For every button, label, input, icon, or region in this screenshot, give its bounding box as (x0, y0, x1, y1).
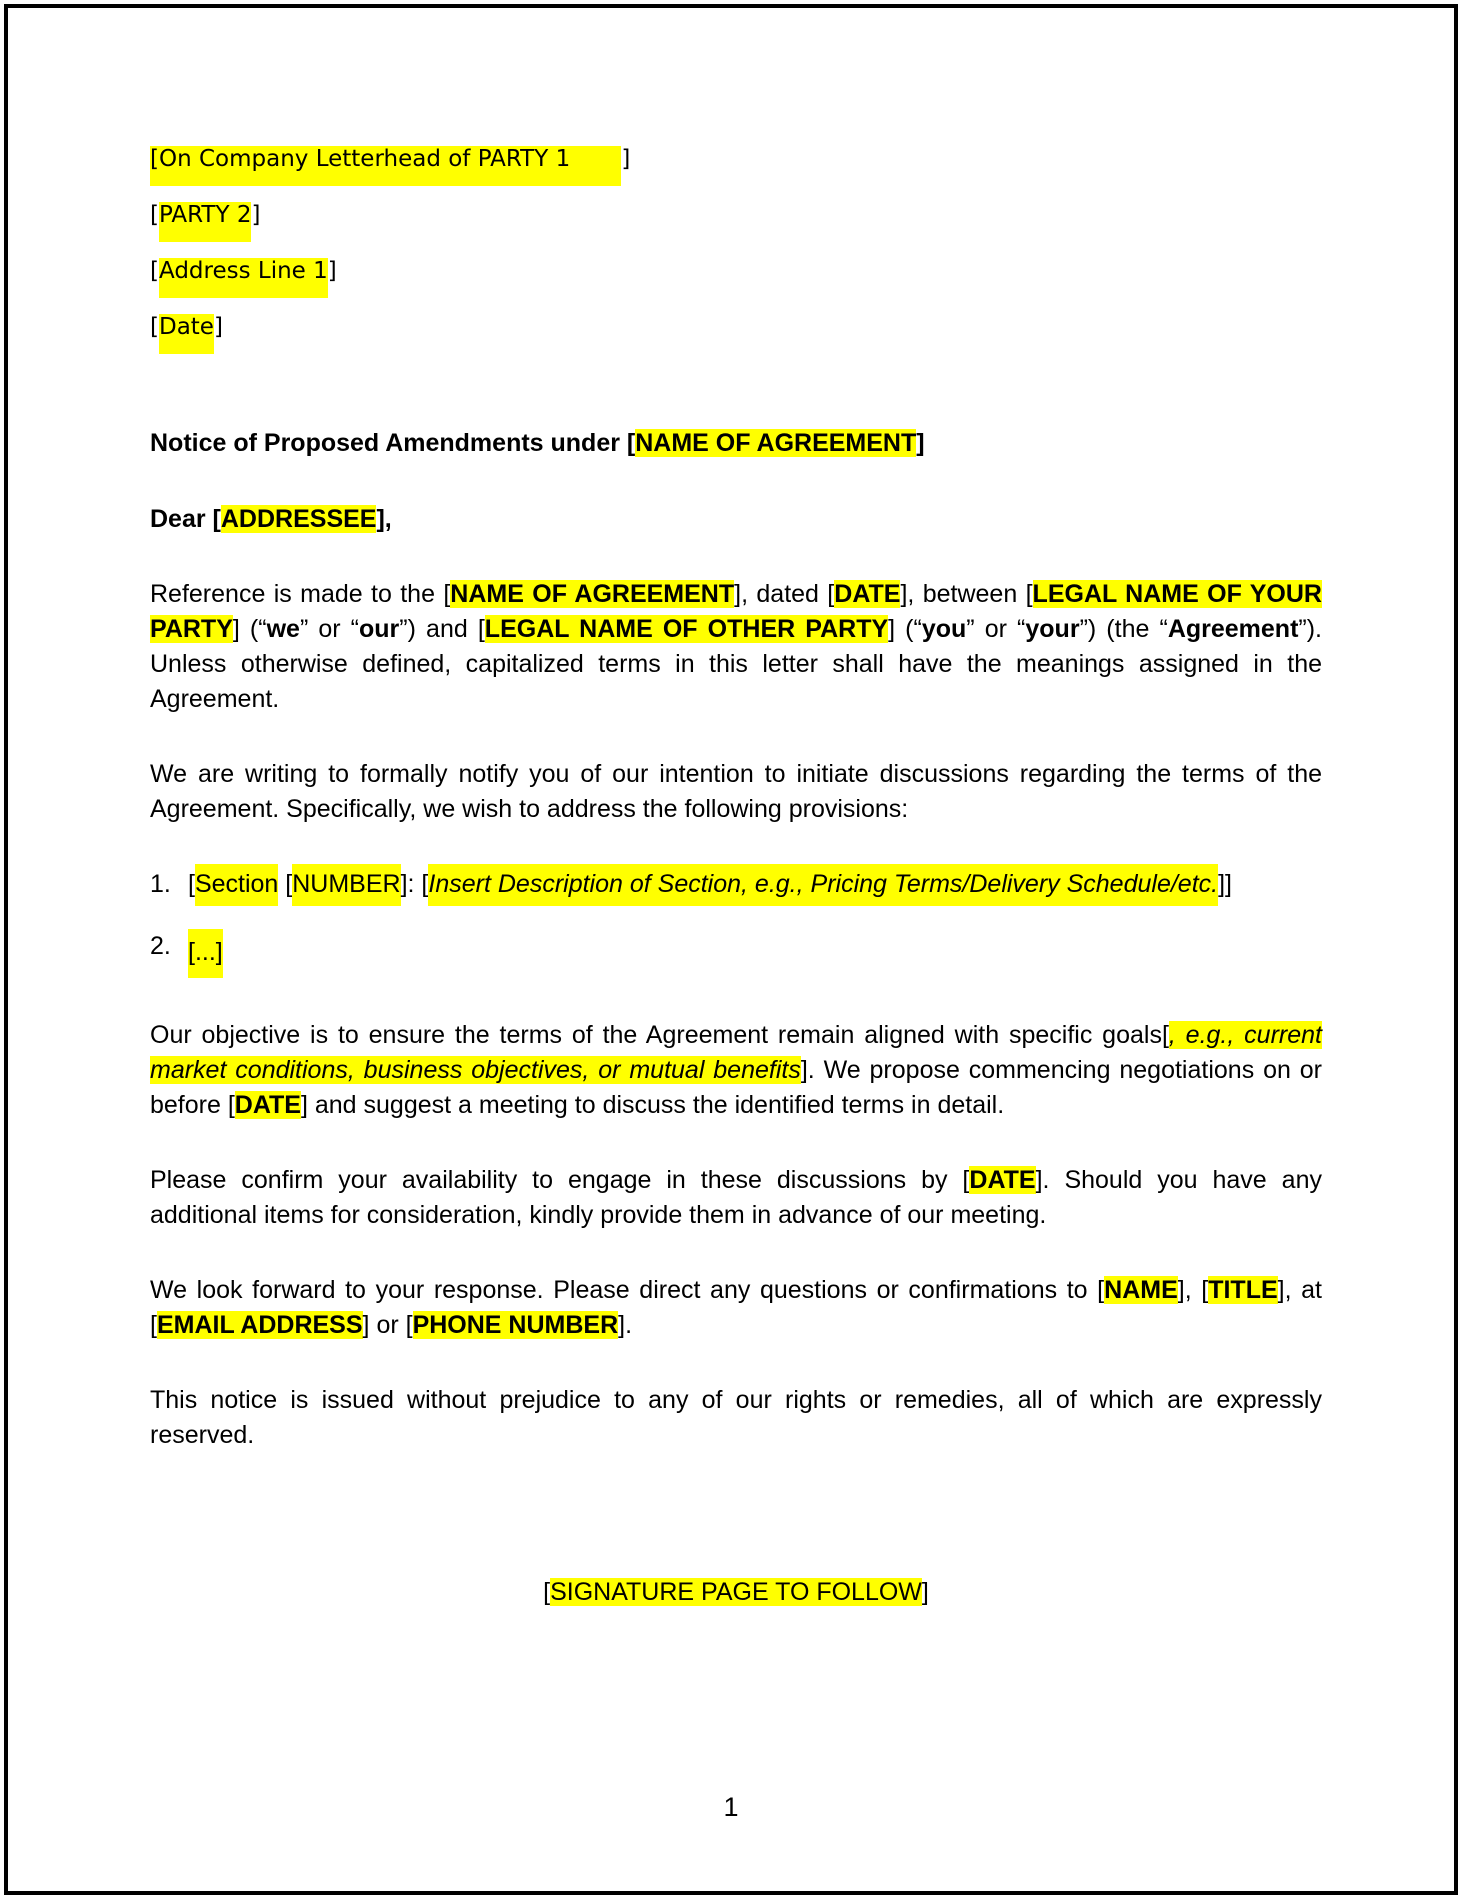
goals-examples-placeholder: , e.g., current market conditions, business objectives, or mutual benefits (150, 1021, 1322, 1084)
agreement-name-placeholder: NAME OF AGREEMENT (450, 580, 735, 608)
provisions-list (150, 867, 1322, 978)
signature-notice: [SIGNATURE PAGE TO FOLLOW] (543, 1578, 929, 1606)
address-placeholder: Address Line 1 (159, 258, 328, 298)
defined-term-you: you (921, 615, 967, 643)
contact-name-placeholder: NAME (1104, 1276, 1178, 1304)
agreement-date-placeholder: DATE (834, 580, 901, 608)
confirm-date-placeholder: DATE (969, 1166, 1036, 1194)
address-line: [Address Line 1] (150, 256, 1322, 286)
contact-paragraph: We look forward to your response. Please direct any questions or confirmations to [NAME], [TITLE], at [EMAIL ADDRESS] or [PHONE NUMBER]. (150, 1276, 1322, 1339)
document-page (4, 4, 1458, 1895)
letterhead-placeholder: On Company Letterhead of PARTY 1 (158, 146, 571, 172)
title-agreement-placeholder: NAME OF AGREEMENT (635, 429, 917, 457)
section-placeholder: Section (195, 864, 278, 906)
email-placeholder: EMAIL ADDRESS (156, 1311, 363, 1339)
list-item (150, 929, 1322, 978)
objective-paragraph: Our objective is to ensure the terms of the Agreement remain aligned with specific goals[, e.g., current market conditions, business objectives, or mutual benefits]. We propose commencing negotiations on or before [DATE] and suggest a meeting to discuss the identified terms in detail. (150, 1021, 1322, 1119)
availability-paragraph: Please confirm your availability to engage in these discussions by [DATE]. Should you have any additional items for consideration, kindly provide them in advance of our meeting. (150, 1166, 1322, 1229)
list-number: 1. (150, 870, 171, 898)
date-line: [Date] (150, 312, 1322, 342)
section-description-placeholder: Insert Description of Section, e.g., Pricing Terms/Delivery Schedule/etc. (428, 864, 1218, 906)
salutation: Dear [ADDRESSEE], (150, 505, 392, 533)
addressee-placeholder: ADDRESSEE (220, 505, 377, 533)
phone-placeholder: PHONE NUMBER (412, 1311, 619, 1339)
contact-title-placeholder: TITLE (1208, 1276, 1278, 1304)
reference-paragraph: Reference is made to the [NAME OF AGREEMENT], dated [DATE], between [LEGAL NAME OF YOUR PARTY] (“we” or “our”) and [LEGAL NAME OF OTHER PARTY] (“you” or “your”) (the “Agreement”). Unless otherwise defined, capitalized terms in this letter shall have the meanings assigned in the Agreement. (150, 580, 1323, 713)
date-placeholder: Date (159, 314, 214, 354)
recipient-placeholder: PARTY 2 (159, 202, 251, 242)
header-block (150, 144, 1322, 342)
section-number-placeholder: NUMBER (292, 864, 400, 906)
defined-term-our: our (359, 615, 400, 643)
list-item-text: [Section [NUMBER]: [Insert Description of Section, e.g., Pricing Terms/Delivery Schedule/etc.]] (188, 867, 1232, 902)
defined-term-we: we (266, 615, 300, 643)
recipient-line: [PARTY 2] (150, 200, 1322, 230)
intention-paragraph: We are writing to formally notify you of our intention to initiate discussions regarding the terms of the Agreement. Specifically, we wish to address the following provisions: (150, 760, 1322, 823)
letterhead-line: [On Company Letterhead of PARTY 1 ] (150, 144, 1322, 174)
list-item (150, 867, 1322, 902)
page-number: 1 (723, 1792, 739, 1822)
defined-term-agreement: Agreement (1167, 615, 1299, 643)
list-number: 2. (150, 932, 171, 960)
other-party-placeholder: LEGAL NAME OF OTHER PARTY (484, 615, 889, 643)
letter-body (150, 144, 1322, 1610)
your-party-placeholder: LEGAL NAME OF YOUR PARTY (150, 580, 1322, 643)
defined-term-your: your (1025, 615, 1080, 643)
negotiation-date-placeholder: DATE (234, 1091, 301, 1119)
notice-title: Notice of Proposed Amendments under [NAME OF AGREEMENT] (150, 429, 925, 457)
list-item-placeholder: [...] (188, 929, 223, 978)
signature-placeholder: SIGNATURE PAGE TO FOLLOW (550, 1578, 922, 1606)
reservation-paragraph: This notice is issued without prejudice to any of our rights or remedies, all of which are expressly reserved. (150, 1386, 1322, 1449)
